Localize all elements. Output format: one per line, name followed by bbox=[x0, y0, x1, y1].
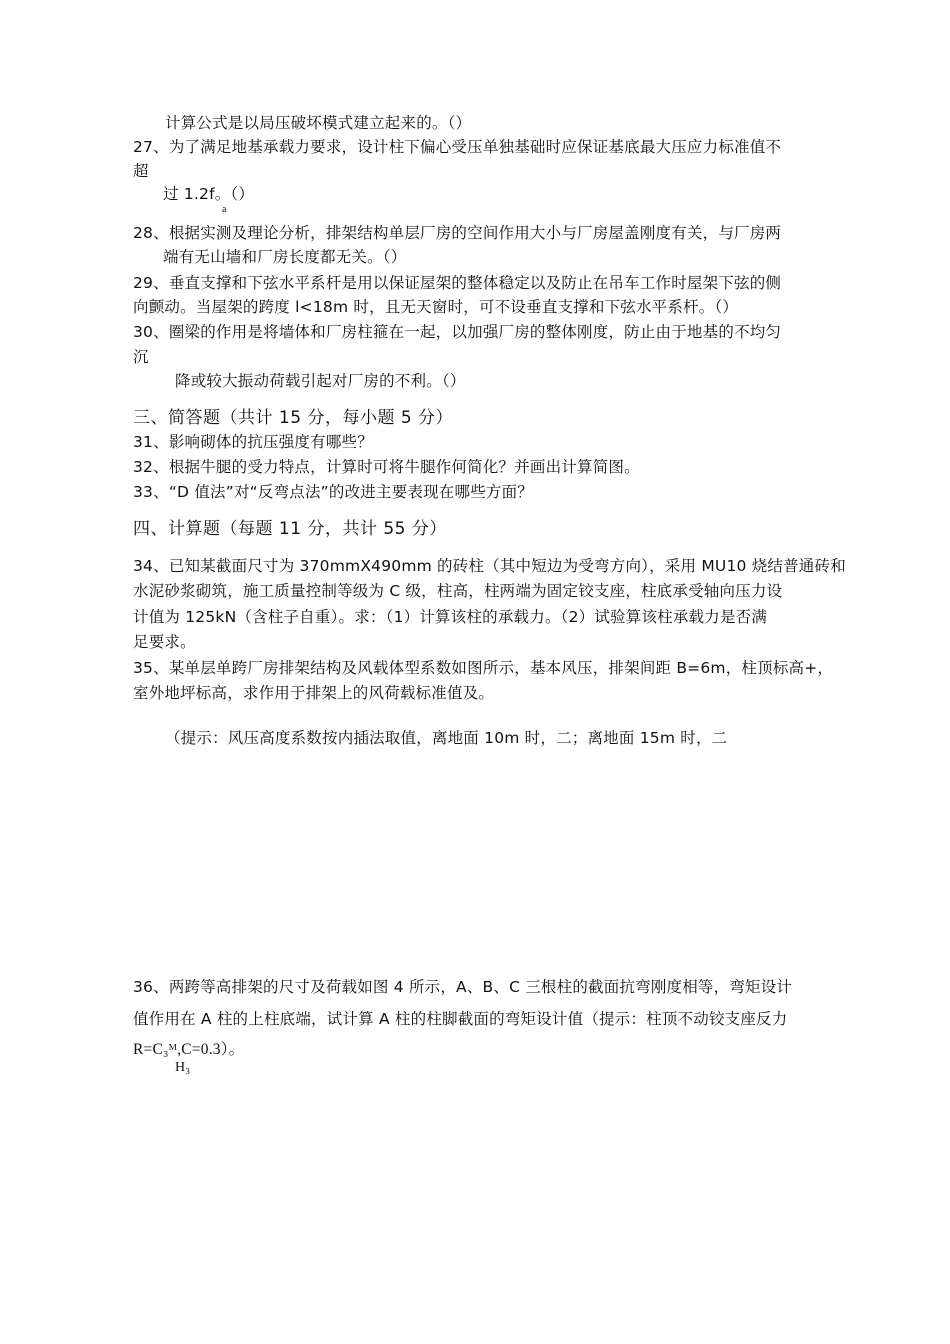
q26-tail: 计算公式是以局压破坏模式建立起来的。（） bbox=[165, 114, 472, 132]
q33: 33、“D 值法”对“反弯点法”的改进主要表现在哪些方面？ bbox=[133, 483, 534, 501]
q30-line3: 降或较大振动荷载引起对厂房的不利。（） bbox=[175, 372, 466, 390]
q36-line1: 36、两跨等高排架的尺寸及荷载如图 4 所示，A、B、C 三根柱的截面抗弯刚度相等，弯矩设计 bbox=[133, 978, 793, 996]
q30-line2: 沉 bbox=[133, 348, 149, 366]
q35-line1: 35、某单层单跨厂房排架结构及风载体型系数如图所示，基本风压，排架间距 B=6m，柱顶标高+， bbox=[133, 659, 834, 677]
q27-line1: 27、为了满足地基承载力要求，设计柱下偏心受压单独基础时应保证基底最大压应力标准值不 bbox=[133, 138, 782, 156]
q27-line2: 超 bbox=[133, 162, 149, 180]
q30-line1: 30、圈梁的作用是将墙体和厂房柱箍在一起，以加强厂房的整体刚度，防止由于地基的不均匀 bbox=[133, 323, 782, 341]
q35-hint: （提示：风压高度系数按内插法取值，离地面 10m 时，二；离地面 15m 时，二 bbox=[165, 729, 728, 747]
q28-line2: 端有无山墙和厂房长度都无关。（） bbox=[163, 248, 407, 266]
q36-formula: R=C₃ᴹ,C=0.3）。 bbox=[133, 1041, 245, 1058]
q32: 32、根据牛腿的受力特点，计算时可将牛腿作何简化？并画出计算简图。 bbox=[133, 458, 640, 476]
q34-line3: 计值为 125kN（含柱子自重）。求：（1）计算该柱的承载力。（2）试验算该柱承载力是否满 bbox=[133, 608, 768, 626]
q35-line2: 室外地坪标高，求作用于排架上的风荷载标准值及。 bbox=[133, 684, 495, 702]
q29-line2: 向颤动。当屋架的跨度 l<18m 时，且无天窗时，可不设垂直支撑和下弦水平系杆。（） bbox=[133, 298, 739, 316]
q27-subscript: a bbox=[222, 204, 227, 215]
q34-line4: 足要求。 bbox=[133, 633, 196, 651]
q29-line1: 29、垂直支撑和下弦水平系杆是用以保证屋架的整体稳定以及防止在吊车工作时屋架下弦的侧 bbox=[133, 274, 782, 292]
q36-line2: 值作用在 A 柱的上柱底端，试计算 A 柱的柱脚截面的弯矩设计值（提示：柱顶不动铰支座反力 bbox=[133, 1010, 788, 1028]
q28-line1: 28、根据实测及理论分析，排架结构单层厂房的空间作用大小与厂房屋盖刚度有关，与厂房两 bbox=[133, 224, 782, 242]
q36-formula-subscript: H₃ bbox=[175, 1060, 191, 1075]
q34-line2: 水泥砂浆砌筑，施工质量控制等级为 C 级，柱高，柱两端为固定铰支座，柱底承受轴向压力设 bbox=[133, 582, 783, 600]
section3-heading: 三、简答题（共计 15 分，每小题 5 分） bbox=[133, 408, 454, 428]
q31: 31、影响砌体的抗压强度有哪些？ bbox=[133, 433, 373, 451]
q34-line1: 34、已知某截面尺寸为 370mmX490mm 的砖柱（其中短边为受弯方向），采用 MU10 烧结普通砖和 bbox=[133, 557, 846, 575]
section4-heading: 四、计算题（每题 11 分，共计 55 分） bbox=[133, 519, 447, 539]
q27-line3: 过 1.2f。（） bbox=[163, 185, 255, 203]
